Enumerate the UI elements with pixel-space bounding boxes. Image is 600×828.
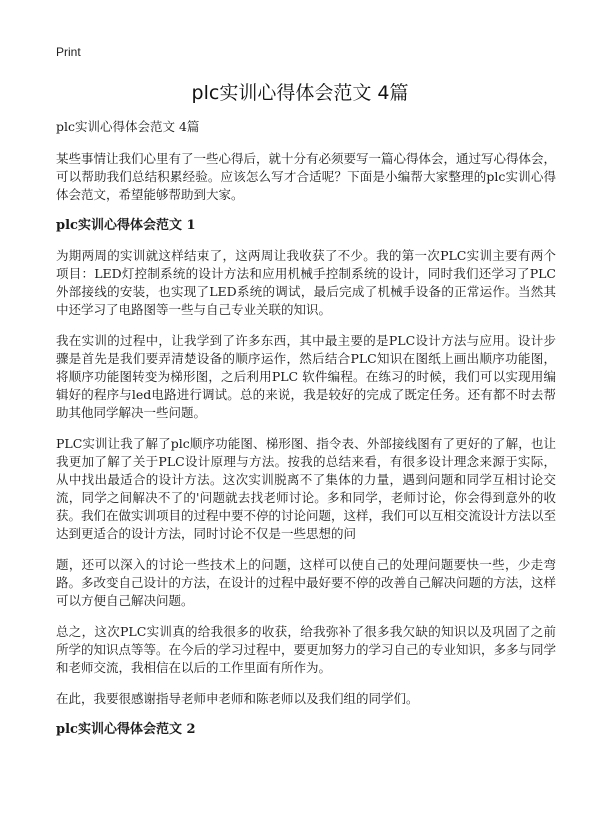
section-1-paragraph-2: 我在实训的过程中，让我学到了许多东西，其中最主要的是PLC设计方法与应用。设计步骤是首先是我们要弄清楚设备的顺序运作，然后结合PLC知识在图纸上画出顺序功能图，将顺序功能图转变为梯形图，之后利用PLC 软件编程。在练习的时候，我们可以实现用编辑好的程序与led电路进行调试。总的来说，我是较好的完成了既定任务。还有都不时去帮助其他同学解决一些问题。 xyxy=(56,333,556,420)
page-title: plc实训心得体会范文 4篇 xyxy=(191,82,409,104)
document-subtitle: plc实训心得体会范文 4篇 xyxy=(56,119,200,134)
section-1-paragraph-5: 总之，这次PLC实训真的给我很多的收获，给我弥补了很多我欠缺的知识以及巩固了之前所学的知识点等等。在今后的学习过程中，要更加努力的学习自己的专业知识，多多与同学和老师交流，我相信在以后的工作里面有所作为。 xyxy=(56,624,557,675)
intro-paragraph: 某些事情让我们心里有了一些心得后，就十分有必须要写一篇心得体会，通过写心得体会，可以帮助我们总结积累经验。应该怎么写才合适呢？下面是小编帮大家整理的plc实训心得体会范文，希望能够帮助到大家。 xyxy=(56,151,557,202)
print-label[interactable]: Print xyxy=(56,45,81,59)
section-2-heading: plc实训心得体会范文 2 xyxy=(56,722,196,737)
section-1-paragraph-3: PLC实训让我了解了plc顺序功能图、梯形图、指令表、外部接线图有了更好的了解，也让我更加了解了关于PLC设计原理与方法。按我的总结来看，有很多设计理念来源于实际，从中找出最适合的设计方法。这次实训脱离不了集体的力量，遇到问题和同学互相讨论交流，同学之间解决不了的'问题就去找老师讨论。多和同学，老师讨论，你会得到意外的收获。我们在做实训项目的过程中要不停的讨论问题，这样，我们可以互相交流设计方法以至达到更适合的设计方法，同时讨论不仅是一些思想的问 xyxy=(56,436,557,541)
section-1-paragraph-4: 题，还可以深入的讨论一些技术上的问题，这样可以使自己的处理问题要快一些，少走弯路。多改变自己设计的方法，在设计的过程中最好要不停的改善自己解决问题的方法，这样可以方便自己解决问题。 xyxy=(56,557,557,608)
section-1-paragraph-6: 在此，我要很感谢指导老师申老师和陈老师以及我们组的同学们。 xyxy=(56,691,419,706)
document-body xyxy=(56,118,556,751)
section-1-heading: plc实训心得体会范文 1 xyxy=(56,218,196,233)
section-1-paragraph-1: 为期两周的实训就这样结束了，这两周让我收获了不少。我的第一次PLC实训主要有两个项目：LED灯控制系统的设计方法和应用机械手控制系统的设计，同时我们还学习了PLC外部接线的安装，也实现了LED系统的调试，最后完成了机械手设备的正常运作。当然其中还学习了电路图等一些与自己专业关联的知识。 xyxy=(56,248,556,317)
